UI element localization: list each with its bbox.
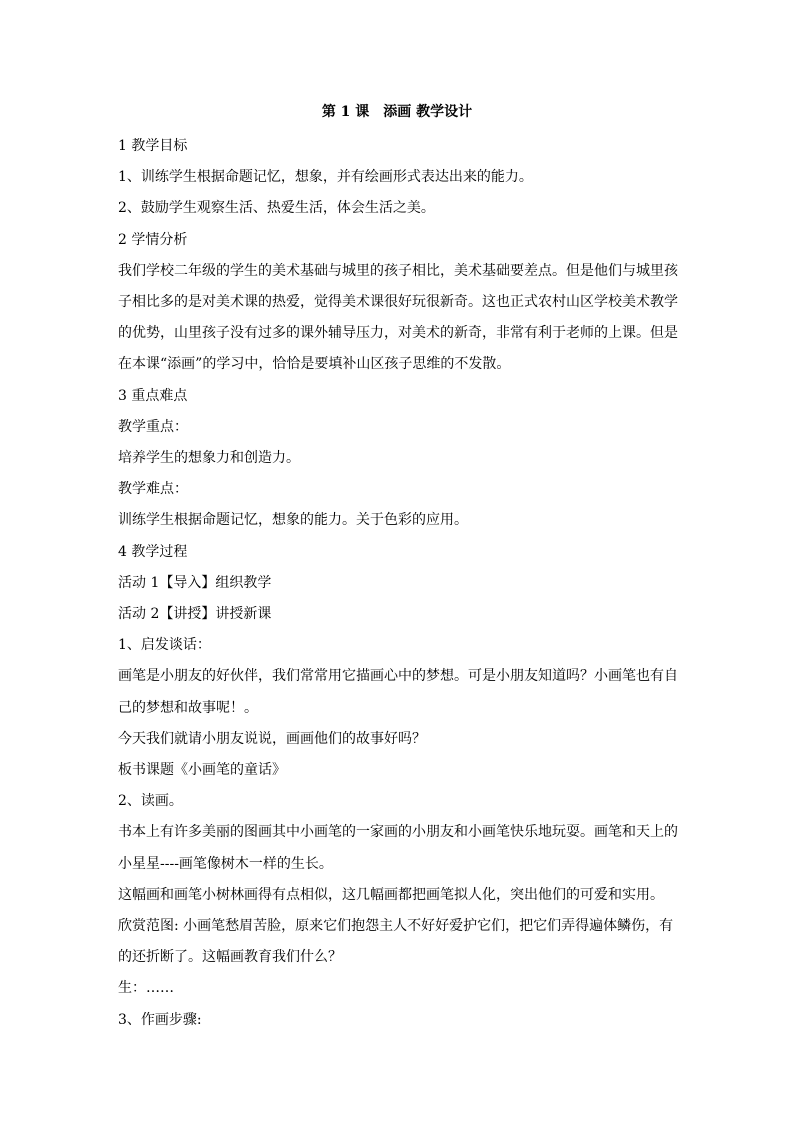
- paragraph-line: 己的梦想和故事呢！。: [118, 699, 258, 716]
- paragraph-line: 训练学生根据命题记忆，想象的能力。关于色彩的应用。: [118, 512, 468, 529]
- document-title: 第 1 课 添画 教学设计: [321, 104, 473, 120]
- document-body: [118, 131, 678, 1036]
- heading-teaching-goals: 1 教学目标: [118, 138, 188, 154]
- paragraph-line: 2、鼓励学生观察生活、热爱生活，体会生活之美。: [118, 200, 435, 217]
- paragraph-line: 板书课题《小画笔的童话》: [118, 762, 286, 779]
- paragraph-line: 活动 2【讲授】讲授新课: [118, 606, 272, 623]
- paragraph-line: 欣赏范图: 小画笔愁眉苦脸，原来它们抱怨主人不好好爱护它们，把它们弄得遍体鳞伤，有: [118, 918, 674, 935]
- paragraph-line: 书本上有许多美丽的图画其中小画笔的一家画的小朋友和小画笔快乐地玩耍。画笔和天上的: [118, 824, 678, 841]
- paragraph-line: 画笔是小朋友的好伙伴，我们常常用它描画心中的梦想。可是小朋友知道吗？小画笔也有自: [118, 668, 678, 685]
- paragraph-line: 我们学校二年级的学生的美术基础与城里的孩子相比，美术基础要差点。但是他们与城里孩: [118, 262, 678, 279]
- heading-student-analysis: 2 学情分析: [118, 231, 188, 248]
- paragraph-line: 的还折断了。这幅画教育我们什么？: [118, 949, 342, 966]
- paragraph-line: 培养学生的想象力和创造力。: [118, 450, 300, 467]
- paragraph-line: 教学重点：: [118, 418, 188, 435]
- paragraph-line: 的优势，山里孩子没有过多的课外辅导压力，对美术的新奇，非常有利于老师的上课。但是: [118, 325, 678, 342]
- paragraph-line: 教学难点：: [118, 481, 188, 498]
- paragraph-line: 小星星----画笔像树木一样的生长。: [118, 855, 333, 872]
- heading-key-difficulties: 3 重点难点: [118, 387, 188, 404]
- heading-teaching-process: 4 教学过程: [118, 543, 188, 560]
- paragraph-line: 3、作画步骤:: [118, 1011, 202, 1028]
- paragraph-line: 1、训练学生根据命题记忆，想象，并有绘画形式表达出来的能力。: [118, 169, 533, 186]
- paragraph-line: 活动 1【导入】组织教学: [118, 574, 272, 591]
- paragraph-line: 1、启发谈话：: [118, 637, 211, 654]
- paragraph-line: 今天我们就请小朋友说说，画画他们的故事好吗？: [118, 730, 426, 747]
- paragraph-line: 生：……: [118, 980, 174, 997]
- paragraph-line: 子相比多的是对美术课的热爱，觉得美术课很好玩很新奇。这也正式农村山区学校美术教学: [118, 294, 678, 311]
- paragraph-line: 这幅画和画笔小树林画得有点相似，这几幅画都把画笔拟人化，突出他们的可爱和实用。: [118, 886, 664, 903]
- paragraph-line: 2、读画。: [118, 793, 183, 810]
- paragraph-line: 在本课“添画”的学习中，恰恰是要填补山区孩子思维的不发散。: [118, 356, 511, 373]
